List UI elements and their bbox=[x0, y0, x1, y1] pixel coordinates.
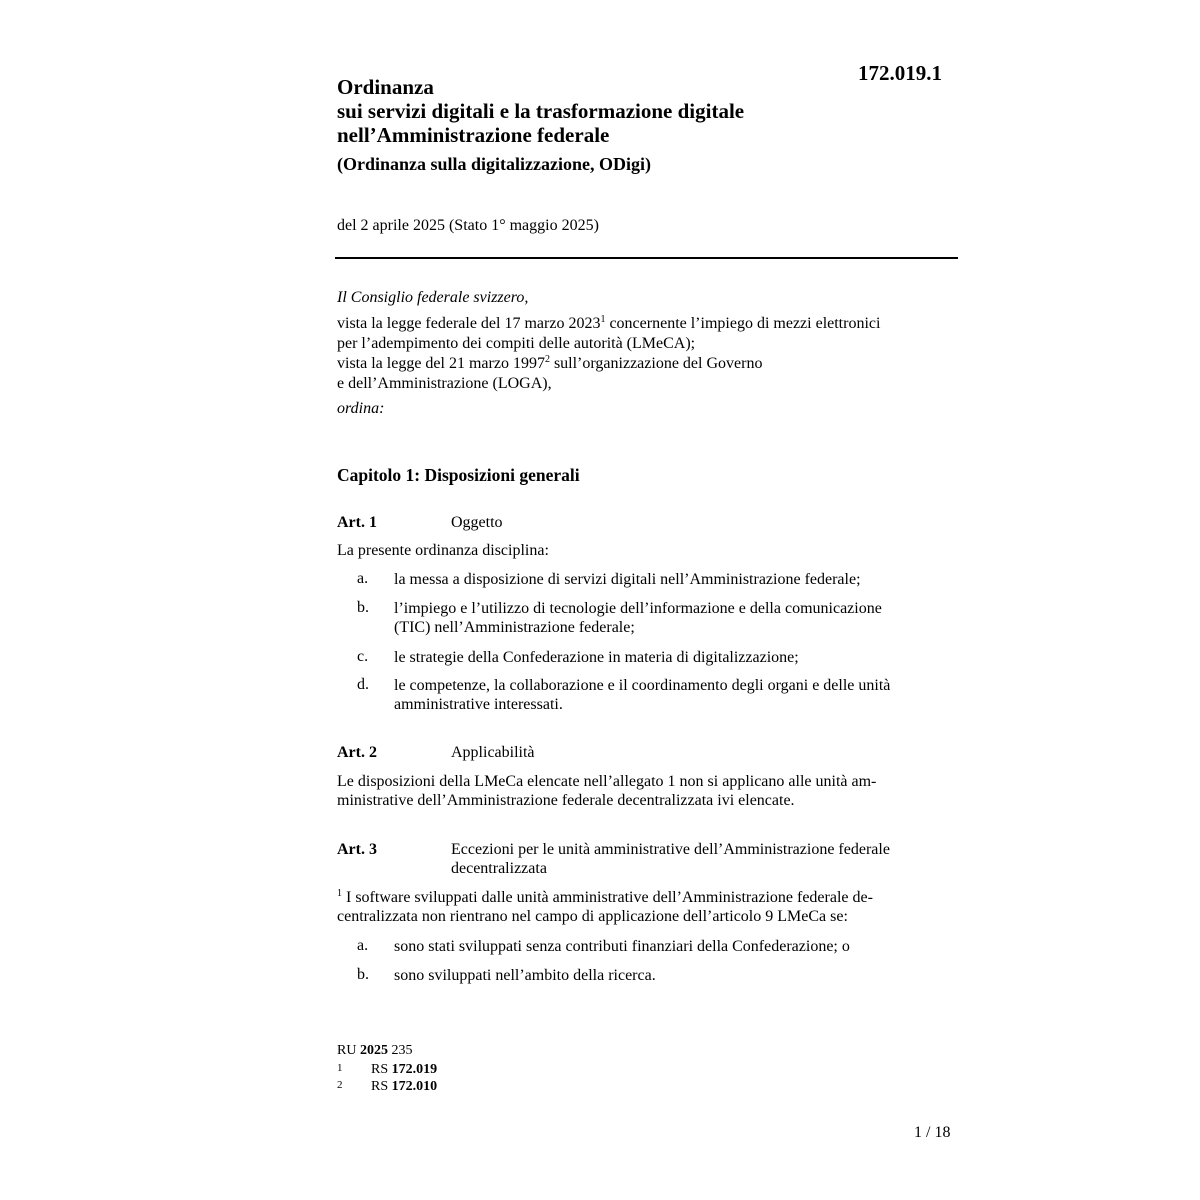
list-item: le competenze, la collaborazione e il coordinamento degli organi e delle unità bbox=[394, 677, 891, 694]
article-title: Eccezioni per le unità amministrative dell’Amministrazione federale bbox=[451, 841, 890, 858]
title-line: nell’Amministrazione federale bbox=[337, 123, 610, 147]
ru-prefix: RU bbox=[337, 1043, 360, 1058]
preamble-text: vista la legge del 21 marzo 1997 bbox=[337, 355, 545, 372]
footnote-text bbox=[371, 1079, 437, 1095]
ru-reference bbox=[337, 1043, 412, 1059]
footnote-number: 2 bbox=[337, 1079, 343, 1091]
footnote-ref[interactable]: 2 bbox=[544, 354, 550, 365]
article-text: centralizzata non rientrano nel campo di applicazione dell’articolo 9 LMeCa se: bbox=[337, 908, 848, 925]
list-item: la messa a disposizione di servizi digitali nell’Amministrazione federale; bbox=[394, 571, 861, 588]
list-letter: c. bbox=[357, 648, 369, 665]
list-letter: a. bbox=[357, 937, 369, 954]
footnote-number: 1 bbox=[337, 1062, 343, 1074]
footnote-link[interactable]: 172.010 bbox=[391, 1079, 438, 1094]
article-number: Art. 2 bbox=[337, 744, 377, 761]
list-letter: b. bbox=[357, 599, 369, 616]
chapter-title: Capitolo 1: Disposizioni generali bbox=[337, 465, 580, 485]
article-title: Oggetto bbox=[451, 514, 503, 531]
title-line: Ordinanza bbox=[337, 75, 434, 99]
document-date: del 2 aprile 2025 (Stato 1° maggio 2025) bbox=[337, 217, 599, 234]
list-item: (TIC) nell’Amministrazione federale; bbox=[394, 619, 635, 636]
paragraph-number: 1 bbox=[337, 888, 342, 899]
ru-page: 235 bbox=[387, 1043, 413, 1058]
article-text bbox=[337, 888, 873, 908]
preamble-council: Il Consiglio federale svizzero, bbox=[337, 289, 529, 306]
preamble-text: sull’organizzazione del Governo bbox=[549, 355, 763, 372]
article-intro: La presente ordinanza disciplina: bbox=[337, 542, 549, 559]
document-subtitle: (Ordinanza sulla digitalizzazione, ODigi) bbox=[337, 154, 651, 174]
page-number: 1 / 18 bbox=[914, 1124, 951, 1141]
document-title bbox=[337, 75, 744, 147]
list-letter: a. bbox=[357, 570, 369, 587]
footnote-prefix: RS bbox=[371, 1062, 392, 1077]
footnote-ref[interactable]: 1 bbox=[600, 314, 606, 325]
preamble-line bbox=[337, 354, 762, 374]
article-title: decentralizzata bbox=[451, 860, 547, 877]
ru-year: 2025 bbox=[359, 1043, 388, 1058]
preamble-line bbox=[337, 314, 880, 334]
preamble-line: e dell’Amministrazione (LOGA), bbox=[337, 375, 552, 392]
header-divider bbox=[335, 257, 958, 259]
preamble-text: concernente l’impiego di mezzi elettronici bbox=[605, 315, 881, 332]
list-item: le strategie della Confederazione in materia di digitalizzazione; bbox=[394, 649, 799, 666]
list-item: sono sviluppati nell’ambito della ricerca. bbox=[394, 967, 656, 984]
list-item: amministrative interessati. bbox=[394, 696, 563, 713]
preamble-line: per l’adempimento dei compiti delle autorità (LMeCA); bbox=[337, 335, 696, 352]
article-text: Le disposizioni della LMeCa elencate nell’allegato 1 non si applicano alle unità am- bbox=[337, 773, 877, 790]
article-text-span: I software sviluppati dalle unità amministrative dell’Amministrazione federale de- bbox=[342, 889, 873, 906]
article-number: Art. 1 bbox=[337, 514, 377, 531]
list-item: l’impiego e l’utilizzo di tecnologie dell’informazione e della comunicazione bbox=[394, 600, 882, 617]
preamble-ordina: ordina: bbox=[337, 400, 385, 417]
footnote-link[interactable]: 172.019 bbox=[391, 1062, 438, 1077]
article-title: Applicabilità bbox=[451, 744, 535, 761]
footnote-text bbox=[371, 1062, 437, 1078]
list-letter: b. bbox=[357, 966, 369, 983]
preamble-text: vista la legge federale del 17 marzo 2023 bbox=[337, 315, 601, 332]
list-letter: d. bbox=[357, 676, 369, 693]
document-code: 172.019.1 bbox=[858, 61, 942, 85]
footnote-prefix: RS bbox=[371, 1079, 392, 1094]
title-line: sui servizi digitali e la trasformazione digitale bbox=[337, 99, 745, 123]
article-number: Art. 3 bbox=[337, 841, 377, 858]
article-text: ministrative dell’Amministrazione federale decentralizzata ivi elencate. bbox=[337, 792, 795, 809]
list-item: sono stati sviluppati senza contributi finanziari della Confederazione; o bbox=[394, 938, 850, 955]
